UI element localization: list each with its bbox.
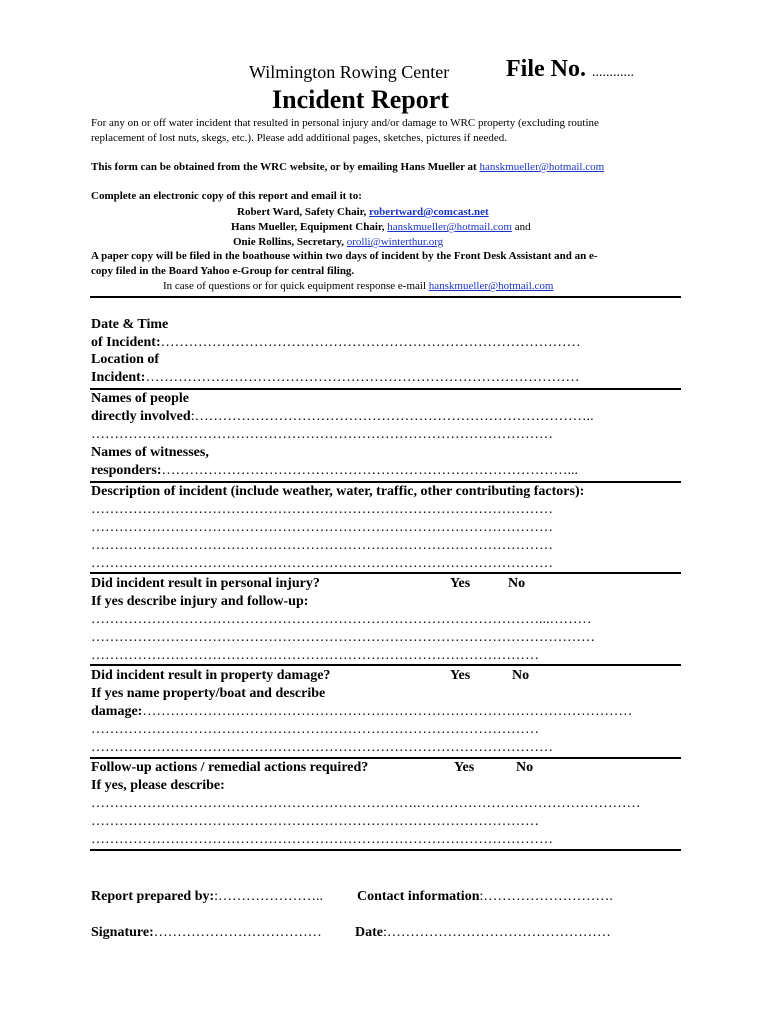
questions-email-link[interactable]: hanskmueller@hotmail.com bbox=[428, 280, 554, 292]
followup-line-1[interactable]: …………………………………………………………….………………………………………… bbox=[91, 796, 641, 811]
injury-yes-option[interactable]: Yes bbox=[450, 576, 471, 591]
questions-line bbox=[163, 280, 553, 292]
people-field[interactable] bbox=[91, 409, 594, 425]
signature-dots: ……………………………… bbox=[153, 925, 322, 940]
damage-no-option[interactable]: No bbox=[512, 668, 530, 683]
paper-line-1: A paper copy will be filed in the boathouse within two days of incident by the Front Desk Assistant and an e- bbox=[91, 250, 598, 262]
witness-label-2: responders: bbox=[91, 463, 162, 478]
signature-label: Signature: bbox=[91, 925, 154, 940]
damage-yes-option[interactable]: Yes bbox=[450, 668, 471, 683]
contact-info-field[interactable] bbox=[357, 889, 613, 905]
location-dots: ………………………………………………………………………………… bbox=[145, 370, 580, 385]
date-time-label-2: of Incident: bbox=[91, 335, 161, 350]
witness-dots: ……………………………………………………………………………... bbox=[161, 463, 579, 478]
witness-label: Names of witnesses, bbox=[91, 445, 209, 460]
prepared-by-label: Report prepared by: bbox=[91, 889, 215, 904]
damage-field[interactable] bbox=[91, 704, 632, 720]
followup-line-3[interactable]: ……………………………………………………………………………………… bbox=[91, 832, 553, 847]
damage-followup-label: If yes name property/boat and describe bbox=[91, 686, 326, 701]
contact-hans-text: Hans Mueller, Equipment Chair, bbox=[231, 221, 388, 233]
date-field-label: Date bbox=[355, 925, 383, 940]
followup-line-2[interactable]: …………………………………………………………………………………… bbox=[91, 814, 539, 829]
divider-2 bbox=[90, 481, 681, 483]
injury-line-3[interactable]: …………………………………………………………………………………… bbox=[91, 648, 539, 663]
obtain-line bbox=[91, 161, 604, 173]
location-label: Location of bbox=[91, 352, 160, 367]
contact-onie-text: Onie Rollins, Secretary, bbox=[233, 236, 347, 248]
page-title: Incident Report bbox=[272, 85, 449, 114]
injury-no-option[interactable]: No bbox=[508, 576, 526, 591]
file-no-dots: ............ bbox=[591, 65, 634, 80]
paper-line-2: copy filed in the Board Yahoo e-Group for central filing. bbox=[91, 265, 355, 277]
witness-field[interactable] bbox=[91, 463, 578, 479]
signature-field[interactable] bbox=[91, 925, 322, 941]
followup-yes-option[interactable]: Yes bbox=[454, 760, 475, 775]
followup-describe-label: If yes, please describe: bbox=[91, 778, 225, 793]
obtain-email-link[interactable]: hanskmueller@hotmail.com bbox=[479, 161, 605, 173]
injury-question: Did incident result in personal injury? bbox=[91, 576, 320, 591]
contact-hans-suffix: and bbox=[511, 221, 531, 233]
people-dots: :………………………………………………………………………….. bbox=[190, 409, 594, 424]
damage-dots: …………………………………………………………………………………………… bbox=[142, 704, 633, 719]
date-time-dots: ……………………………………………………………………………… bbox=[160, 335, 581, 350]
date-time-label: Date & Time bbox=[91, 317, 169, 332]
intro-line-2: replacement of lost nuts, skegs, etc.). Please add additional pages, sketches, pictures if needed. bbox=[91, 132, 508, 144]
intro-line-1: For any on or off water incident that resulted in personal injury and/or damage to WRC property (excluding routine bbox=[91, 117, 599, 129]
robert-email-link[interactable]: robertward@comcast.net bbox=[369, 206, 489, 218]
people-label: Names of people bbox=[91, 391, 189, 406]
date-field-dots: :………………………………………… bbox=[383, 925, 611, 940]
divider-4 bbox=[90, 664, 681, 666]
divider-top bbox=[90, 296, 681, 298]
org-name: Wilmington Rowing Center bbox=[249, 62, 450, 82]
file-no-label bbox=[506, 56, 634, 83]
injury-line-2[interactable]: ……………………………………………………………………………………………… bbox=[91, 630, 595, 645]
damage-label: damage: bbox=[91, 704, 143, 719]
contact-robert bbox=[237, 206, 489, 218]
date-field[interactable] bbox=[355, 925, 611, 941]
prepared-by-field[interactable] bbox=[91, 889, 323, 905]
damage-line-3[interactable]: ……………………………………………………………………………………… bbox=[91, 740, 553, 755]
location-label-2: Incident: bbox=[91, 370, 146, 385]
description-label: Description of incident (include weather, water, traffic, other contributing factors): bbox=[91, 484, 585, 499]
complete-line: Complete an electronic copy of this report and email it to: bbox=[91, 190, 362, 202]
contact-robert-text: Robert Ward, Safety Chair, bbox=[237, 206, 369, 218]
people-dots-2[interactable]: ……………………………………………………………………………………… bbox=[91, 427, 553, 442]
location-field[interactable] bbox=[91, 370, 579, 386]
file-no-text: File No. bbox=[506, 56, 586, 82]
date-time-field[interactable] bbox=[91, 335, 581, 351]
hans-email-link[interactable]: hanskmueller@hotmail.com bbox=[387, 221, 512, 233]
divider-3 bbox=[90, 572, 681, 574]
prepared-by-dots: :………………….. bbox=[214, 889, 324, 904]
onie-email-link[interactable]: orolli@winterthur.org bbox=[346, 236, 444, 248]
injury-followup-label: If yes describe injury and follow-up: bbox=[91, 594, 309, 609]
description-line-1[interactable]: ……………………………………………………………………………………… bbox=[91, 502, 553, 517]
divider-1 bbox=[90, 388, 681, 390]
contact-onie bbox=[233, 236, 443, 248]
contact-hans bbox=[231, 221, 531, 233]
damage-line-2[interactable]: …………………………………………………………………………………… bbox=[91, 722, 539, 737]
followup-no-option[interactable]: No bbox=[516, 760, 534, 775]
injury-line-1[interactable]: ……………………………………………………………………………………...……… bbox=[91, 612, 592, 627]
questions-text: In case of questions or for quick equipment response e-mail bbox=[163, 280, 429, 292]
people-label-2: directly involved bbox=[91, 409, 191, 424]
divider-6 bbox=[90, 849, 681, 851]
description-line-3[interactable]: ……………………………………………………………………………………… bbox=[91, 538, 553, 553]
contact-info-dots: :………………………. bbox=[479, 889, 613, 904]
damage-question: Did incident result in property damage? bbox=[91, 668, 331, 683]
description-line-2[interactable]: ……………………………………………………………………………………… bbox=[91, 520, 553, 535]
divider-5 bbox=[90, 757, 681, 759]
followup-question: Follow-up actions / remedial actions required? bbox=[91, 760, 369, 775]
obtain-text: This form can be obtained from the WRC website, or by emailing Hans Mueller at bbox=[91, 161, 480, 173]
description-line-4[interactable]: ……………………………………………………………………………………… bbox=[91, 556, 553, 571]
contact-info-label: Contact information bbox=[357, 889, 480, 904]
